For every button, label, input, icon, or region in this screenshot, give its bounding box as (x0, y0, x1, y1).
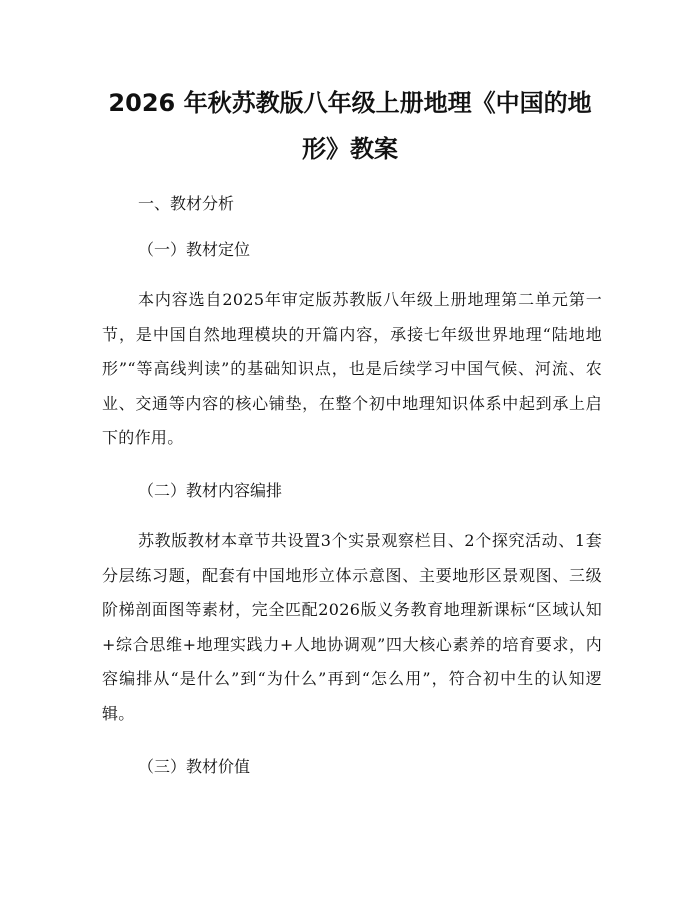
paragraph-content-arrangement: 苏教版教材本章节共设置3个实景观察栏目、2个探究活动、1套分层练习题，配套有中国地形立体示意图、主要地形区景观图、三级阶梯剖面图等素材，完全匹配2026版义务教育地理新课标“区域认知+综合思维+地理实践力+人地协调观”四大核心素养的培育要求，内容编排从“是什么”到“为什么”再到“怎么用”，符合初中生的认知逻辑。 (102, 531, 602, 723)
subsection-heading-content-arrangement: （二）教材内容编排 (138, 481, 283, 500)
document-title-line-2: 形》教案 (302, 135, 398, 163)
subsection-heading-textbook-value: （三）教材价值 (138, 757, 251, 776)
paragraph-positioning: 本内容选自2025年审定版苏教版八年级上册地理第二单元第一节，是中国自然地理模块的开篇内容，承接七年级世界地理“陆地地形”“等高线判读”的基础知识点，也是后续学习中国气候、河流、农业、交通等内容的核心铺垫，在整个初中地理知识体系中起到承上启下的作用。 (102, 290, 602, 448)
section-heading-textbook-analysis: 一、教材分析 (138, 194, 235, 213)
document-title-line-1: 2026 年秋苏教版八年级上册地理《中国的地 (108, 89, 592, 117)
subsection-heading-positioning: （一）教材定位 (138, 240, 251, 259)
